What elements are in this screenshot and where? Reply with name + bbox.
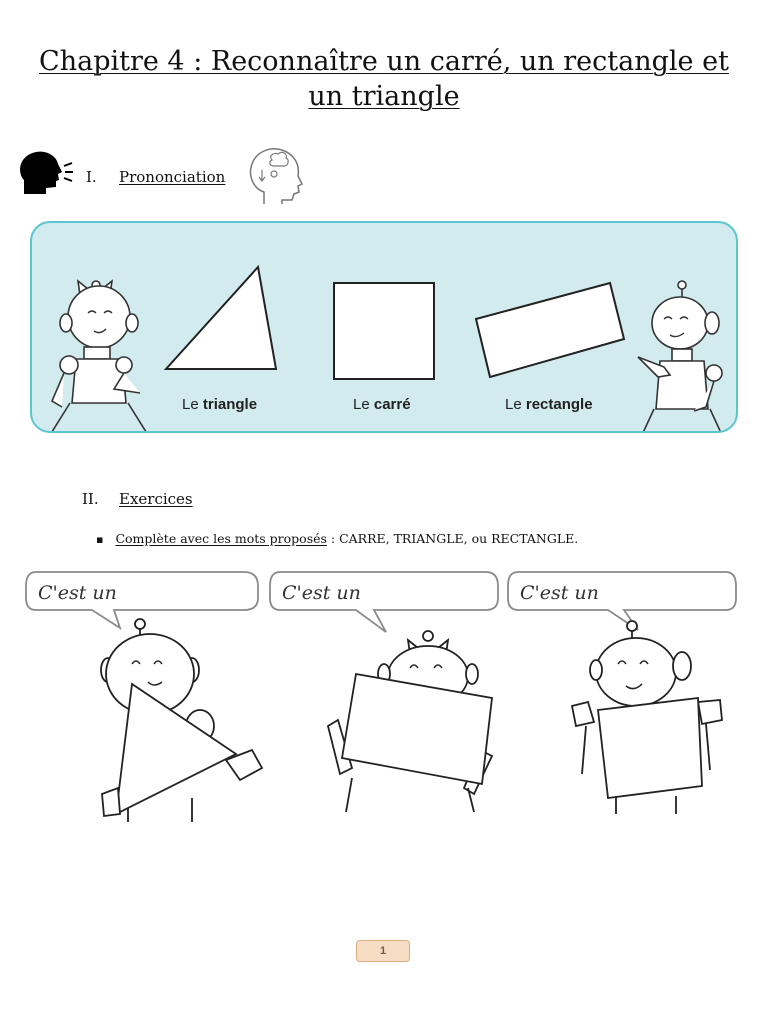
triangle-article: Le [182, 396, 199, 413]
rectangle-label [505, 396, 593, 413]
page-number: 1 [356, 940, 410, 962]
title-line-1: Chapitre 4 : Reconnaître un carré, un rectangle et [39, 46, 729, 77]
robot-with-square [566, 620, 726, 814]
pronunciation-panel [30, 221, 738, 433]
rectangle-name: rectangle [525, 396, 593, 413]
title-line-2: un triangle [308, 81, 460, 112]
instruction-underlined: Complète avec les mots proposés [115, 531, 327, 546]
triangle-label [182, 396, 257, 413]
section-2-number: II. [82, 490, 99, 508]
square-label [353, 396, 411, 413]
page-title [0, 44, 768, 114]
section-1-title: Prononciation [119, 168, 226, 186]
bubble-text-1: C'est un [38, 582, 117, 604]
square-shape [334, 283, 434, 379]
bubble-text-3: C'est un [520, 582, 599, 604]
rectangle-shape [476, 283, 624, 377]
shapes-illustration [162, 263, 632, 383]
square-article: Le [353, 396, 370, 413]
speaking-head-icon [16, 150, 74, 196]
triangle-name: triangle [202, 396, 258, 413]
rectangle-article: Le [505, 396, 522, 413]
bullet: ▪ [96, 533, 104, 546]
girl-robot-illustration [44, 273, 154, 433]
instruction-rest: : CARRE, TRIANGLE, ou RECTANGLE. [326, 531, 579, 546]
robot-with-triangle [92, 618, 282, 822]
section-1-number: I. [86, 168, 97, 186]
square-name: carré [373, 396, 411, 413]
triangle-shape [166, 267, 276, 369]
bubble-text-2: C'est un [282, 582, 361, 604]
exercise-instruction [96, 531, 578, 546]
boy-robot-illustration [630, 279, 730, 433]
thinking-head-icon [242, 144, 306, 206]
section-2-title: Exercices [119, 490, 193, 508]
robot-with-rectangle [322, 628, 498, 812]
